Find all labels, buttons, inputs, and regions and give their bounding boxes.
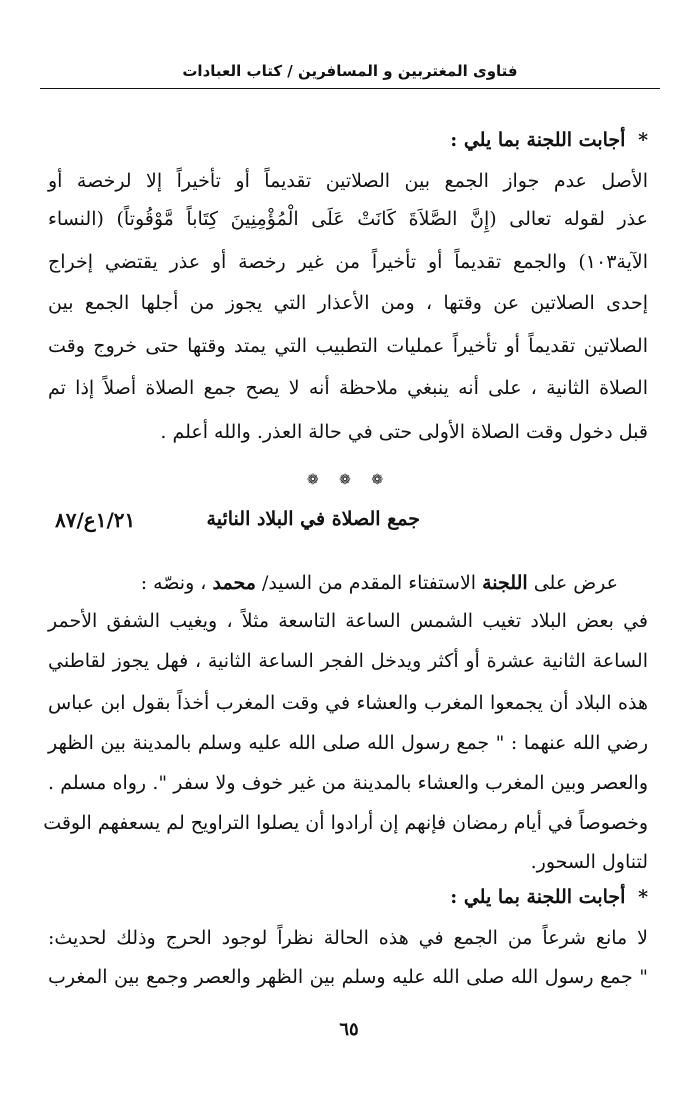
question-line: في بعض البلاد تغيب الشمس الساعة التاسعة مثلاً ، ويغيب الشفق الأحمر xyxy=(48,610,648,632)
question-line: والعصر وبين المغرب والعشاء بالمدينة من غير خوف ولا سفر ". رواه مسلم . xyxy=(48,772,648,794)
fatwa-title: جمع الصلاة في البلاد النائية xyxy=(206,508,420,530)
intro-suffix: ، ونصّه : xyxy=(140,572,207,594)
intro-middle: الاستفتاء المقدم من السيد/ xyxy=(261,572,477,594)
section-divider-ornament: ❁ ❁ ❁ xyxy=(306,472,392,488)
bullet-marker: * xyxy=(638,129,648,151)
body-line: الآية١٠٣) والجمع تقديماً أو تأخيراً من غير رخصة أو عذر يقتضي إخراج xyxy=(48,251,648,273)
question-line: رضي الله عنهما : " جمع رسول الله صلى الله عليه وسلم بالمدينة بين الظهر xyxy=(48,732,648,754)
inquirer-name: محمد xyxy=(212,572,256,594)
question-line: وخصوصاً في أيام رمضان فإنهم إن أرادوا أن يصلوا التراويح لم يسعفهم الوقت xyxy=(43,812,648,834)
running-head: فتاوى المغتربين و المسافرين / كتاب العبادات xyxy=(182,62,518,80)
body-line: الصلاة الثانية ، على أنه ينبغي ملاحظة أنه لا يصح جمع الصلاة أصلاً إذا تم xyxy=(48,377,648,399)
question-line: الساعة الثانية عشرة أو أكثر ويدخل الفجر الساعة الثانية ، فهل يجوز لقاطني xyxy=(48,650,648,672)
answer-line: لا مانع شرعاً من الجمع في هذه الحالة نظراً لوجود الحرج وذلك لحديث: xyxy=(48,927,648,949)
body-line: إحدى الصلاتين عن وقتها ، ومن الأعذار التي يجوز من أجلها الجمع بين xyxy=(48,292,648,314)
page-number: ٦٥ xyxy=(339,1019,359,1040)
header-rule xyxy=(40,88,660,89)
answer-heading-2 xyxy=(48,880,648,914)
answer-line: " جمع رسول الله صلى الله عليه وسلم بين الظهر والعصر وجمع بين المغرب xyxy=(48,966,648,988)
body-line: الصلاتين تقديماً أو تأخيراً عمليات التطبيب التي يمتد وقتها حتى خروج وقت xyxy=(48,335,648,357)
answer-heading-1 xyxy=(48,123,648,157)
fatwa-number: ١/٢١ع/٨٧ xyxy=(55,508,136,532)
intro-prefix: عرض على xyxy=(533,572,618,594)
bullet-marker: * xyxy=(638,886,648,908)
committee-name: اللجنة xyxy=(482,572,528,594)
answer-heading-text: أجابت اللجنة بما يلي : xyxy=(450,886,626,908)
answer-heading-text: أجابت اللجنة بما يلي : xyxy=(450,129,626,151)
body-line: عذر لقوله تعالى (إِنَّ الصَّلاَةَ كَانَتْ عَلَى الْمُؤْمِنِينَ كِتَاباً مَّوْقُوتاً) (النساء xyxy=(48,208,648,230)
body-line: قبل دخول وقت الصلاة الأولى حتى في حالة العذر. والله أعلم . xyxy=(160,421,648,443)
question-line: هذه البلاد أن يجمعوا المغرب والعشاء في وقت المغرب أخذاً بقول ابن عباس xyxy=(48,692,648,714)
body-line: الأصل عدم جواز الجمع بين الصلاتين تقديماً أو تأخيراً إلا لرخصة أو xyxy=(48,170,648,192)
question-line: لتناول السحور. xyxy=(530,851,648,873)
intro-line xyxy=(48,566,618,600)
